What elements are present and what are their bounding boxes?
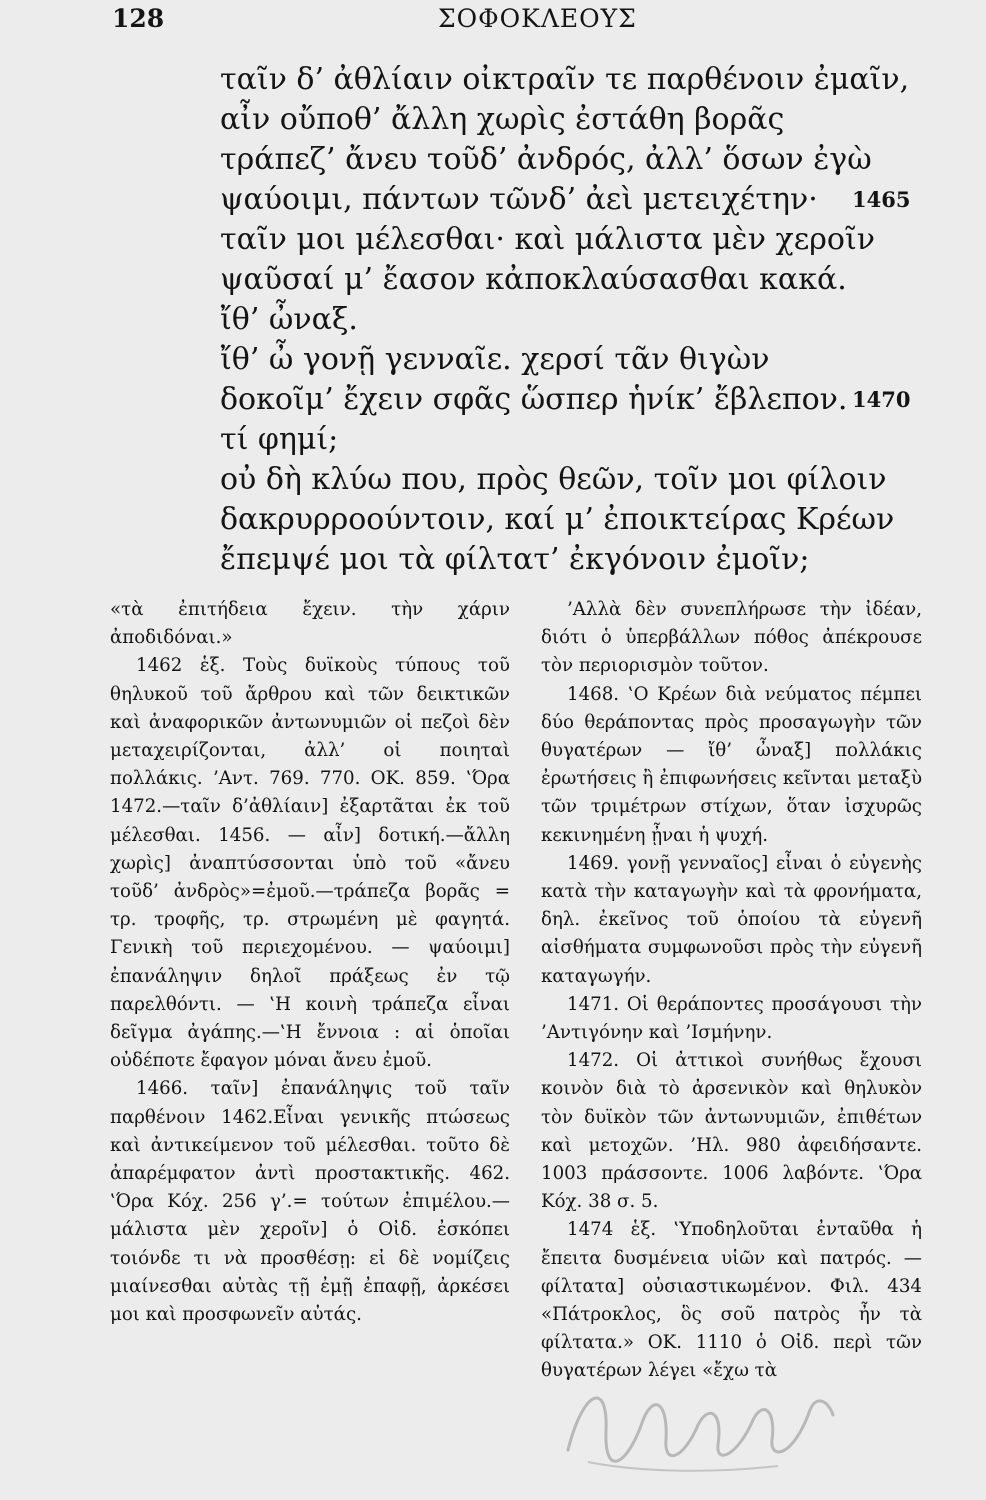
commentary-paragraph: 1466. ταῖν] ἐπανάληψις τοῦ ταῖν παρθένοιν 1462.Εἶναι γενικῆς πτώσεως καὶ ἀντικείμενον τοῦ μέλεσθαι. τοῦτο δὲ ἀπαρέμφατον ἀντὶ προστακτικῆς. 462. ‛Όρα Κόχ. 256 γ’.= τούτων ἐπιμέλου.— μάλιστα μὲν χεροῖν] ὁ Οἰδ. ἐσκόπει τοιόνδε τι νὰ προσθέσῃ: εἰ δὲ νομίζεις μιαίνεσθαι αὐτὰς τῇ ἐμῇ ἐπαφῇ, ἀρκέσει μοι καὶ προσφωνεῖν αὐτάς.: [110, 1078, 510, 1326]
commentary-paragraph: 1462 ἑξ. Τοὺς δυϊκοὺς τύπους τοῦ θηλυκοῦ τοῦ ἄρθρου καὶ τῶν δεικτικῶν καὶ ἀναφορικῶν ἀντωνυμιῶν οἱ πεζοὶ δὲν μεταχειρίζονται, ἀλλ’ οἱ ποιηταὶ πολλάκις. ’Αντ. 769. 770. ΟΚ. 859. ‛Όρα 1472.—ταῖν δ’ἀθλίαιν] ἐξαρτᾶται ἐκ τοῦ μέλεσθαι. 1456. — αἶν] δοτική.—ἄλλη χωρὶς] ἀναπτύσσονται ὑπὸ τοῦ «ἄνευ τοῦδ’ ἀνδρὸς»=ἐμοῦ.—τράπεζα βορᾶς = τρ. τροφῆς, τρ. στρωμένη μὲ φαγητά. Γενικὴ τοῦ περιεχομένου. — ψαύοιμι] ἐπανάληψιν δηλοῖ πράξεως ἐν τῷ παρελθόντι. — ‛Η κοινὴ τράπεζα εἶναι δεῖγμα ἀγάπης.—‛Η ἔννοια : αἱ ὁποῖαι οὐδέποτε ἔφαγον μόναι ἄνευ ἐμοῦ.: [110, 655, 510, 1072]
verse-line: [220, 340, 940, 380]
verse-text: ἴθ’ ὦ γονῇ γενναῖε. χερσί τᾶν θιγὼν: [220, 342, 770, 377]
commentary-left-column: [110, 596, 510, 1329]
verse-line: [220, 60, 940, 100]
line-number: 1465: [852, 187, 911, 212]
page-header: [0, 4, 986, 44]
verse-line: [220, 180, 940, 220]
verse-line: [220, 300, 940, 340]
commentary-paragraph: ’Αλλὰ δὲν συνεπλήρωσε τὴν ἰδέαν, διότι ὁ ὑπερβάλλων πόθος ἀπέκρουσε τὸν περιορισμὸν τοῦτον.: [541, 599, 922, 677]
commentary-paragraph: 1469. γονῇ γενναῖος] εἶναι ὁ εὐγενὴς κατὰ τὴν καταγωγὴν καὶ τὰ φρονήματα, δηλ. ἐκεῖνος τοῦ ὁποίου τὰ εὐγενῆ αἰσθήματα συμφωνοῦσι πρὸς τὴν εὐγενῆ καταγωγήν.: [541, 852, 922, 987]
verse-line: [220, 460, 940, 500]
verse-block: [220, 60, 940, 580]
commentary-paragraph: 1472. Οἱ ἀττικοὶ συνήθως ἔχουσι κοινὸν διὰ τὸ ἀρσενικὸν καὶ θηλυκὸν τὸν δυϊκὸν τῶν ἀντωνυμιῶν, ἐπιθέτων καὶ μετοχῶν. ’Ηλ. 980 ἀφειδήσαντε. 1003 πράσσοντε. 1006 λαβόντε. ‛Όρα Κόχ. 38 σ. 5.: [541, 1050, 922, 1213]
verse-text: τί φημί;: [220, 422, 339, 457]
commentary-right-column: [541, 596, 922, 1386]
verse-text: αἶν οὔποθ’ ἄλλη χωρὶς ἐστάθη βορᾶς: [220, 102, 785, 137]
verse-text: ταῖν μοι μέλεσθαι· καὶ μάλιστα μὲν χεροῖν: [220, 222, 875, 257]
verse-line: [220, 540, 940, 580]
verse-text: ἔπεμψέ μοι τὰ φίλτατ’ ἐκγόνοιν ἐμοῖν;: [220, 542, 810, 577]
verse-text: οὐ δὴ κλύω που, πρὸς θεῶν, τοῖν μοι φίλοιν: [220, 462, 887, 497]
verse-line: [220, 420, 940, 460]
commentary-paragraph: «τὰ ἐπιτήδεια ἔχειν. τὴν χάριν ἀποδιδόναι.»: [110, 599, 510, 649]
verse-line: [220, 100, 940, 140]
signature-stamp: [548, 1370, 848, 1480]
running-title: ΣΟΦΟΚΛΕΟΥΣ: [438, 4, 637, 33]
verse-line: [220, 260, 940, 300]
verse-text: ταῖν δ’ ἀθλίαιν οἰκτραῖν τε παρθένοιν ἐμαῖν,: [220, 62, 910, 97]
verse-text: ἴθ’ ὦναξ.: [220, 302, 358, 337]
verse-line: [220, 380, 940, 420]
verse-line: [220, 220, 940, 260]
line-number: 1470: [852, 387, 911, 412]
verse-text: δοκοῖμ’ ἔχειν σφᾶς ὥσπερ ἡνίκ’ ἔβλεπον.: [220, 382, 848, 417]
verse-text: ψαύοιμι, πάντων τῶνδ’ ἀεὶ μετειχέτην·: [220, 182, 818, 217]
verse-line: [220, 500, 940, 540]
verse-line: [220, 140, 940, 180]
verse-text: τράπεζ’ ἄνευ τοῦδ’ ἀνδρός, ἀλλ’ ὅσων ἐγὼ: [220, 142, 872, 177]
page-number: 128: [112, 4, 165, 33]
verse-text: ψαῦσαί μ’ ἔασον κἀποκλαύσασθαι κακά.: [220, 262, 847, 297]
commentary-paragraph: 1468. ‛Ο Κρέων διὰ νεύματος πέμπει δύο θεράποντας πρὸς προσαγωγὴν τῶν θυγατέρων — ἴθ’ ὦναξ] πολλάκις ἐρωτήσεις ἢ ἐπιφωνήσεις κεῖνται μεταξὺ τῶν τριμέτρων στίχων, ὅταν ἰσχυρῶς κεκινημένη ᾖναι ἡ ψυχή.: [541, 683, 922, 846]
commentary-paragraph: 1474 ἑξ. ‛Υποδηλοῦται ἐνταῦθα ἡ ἔπειτα δυσμένεια υἱῶν καὶ πατρός. —φίλτατα] οὐσιαστικωμένον. Φιλ. 434 «Πάτροκλος, ὃς σοῦ πατρὸς ἦν τὰ φίλτατα.» ΟΚ. 1110 ὁ Οἰδ. περὶ τῶν θυγατέρων λέγει «ἔχω τὰ: [541, 1219, 922, 1382]
verse-text: δακρυρροούντοιν, καί μ’ ἐποικτείρας Κρέων: [220, 502, 895, 537]
commentary-paragraph: 1471. Οἱ θεράποντες προσάγουσι τὴν ’Αντιγόνην καὶ ’Ισμήνην.: [541, 993, 922, 1044]
